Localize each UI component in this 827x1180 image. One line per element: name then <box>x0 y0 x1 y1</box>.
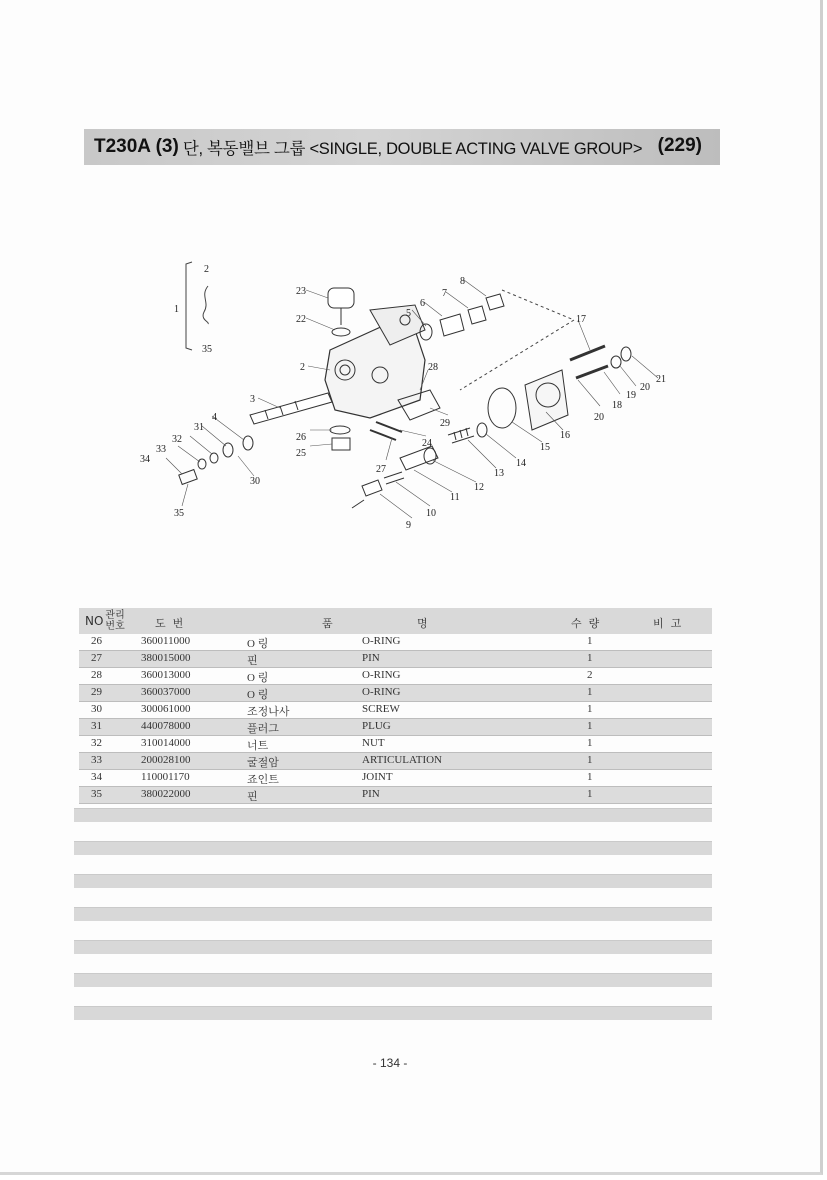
callout-label: 28 <box>428 362 438 373</box>
group-title: 단, 복동밸브 그룹 <SINGLE, DOUBLE ACTING VALVE GROUP> <box>182 140 643 158</box>
callout-label: 2 <box>300 362 305 373</box>
cell-part-no: 380022000 <box>141 788 191 800</box>
cell-name-kor: O 링 <box>247 638 269 650</box>
cell-no: 29 <box>91 686 102 698</box>
cell-no: 35 <box>91 788 102 800</box>
table-row <box>79 770 712 787</box>
cell-name-eng: PLUG <box>362 720 391 732</box>
cell-no: 27 <box>91 652 102 664</box>
header-part-no: 도 번 <box>155 617 184 630</box>
cell-name-eng: SCREW <box>362 703 400 715</box>
cell-no: 33 <box>91 754 102 766</box>
callout-label: 22 <box>296 314 306 325</box>
cell-name-kor: 굴절암 <box>247 757 279 769</box>
cell-part-no: 200028100 <box>141 754 191 766</box>
callout-label: 34 <box>140 454 150 465</box>
cell-part-no: 110001170 <box>141 771 190 783</box>
callout-label: 26 <box>296 432 306 443</box>
callout-label: 32 <box>172 434 182 445</box>
cell-name-kor: 핀 <box>247 655 258 667</box>
empty-row <box>74 1006 712 1020</box>
callout-label: 2 <box>204 264 209 275</box>
empty-row <box>74 973 712 987</box>
header-remarks: 비 고 <box>653 617 682 630</box>
table-row <box>79 753 712 770</box>
exploded-parts-diagram <box>130 250 690 540</box>
callout-label: 17 <box>576 314 586 325</box>
callout-label: 20 <box>640 382 650 393</box>
cell-name-eng: O-RING <box>362 635 401 647</box>
cell-no: 28 <box>91 669 102 681</box>
callout-label: 24 <box>422 438 432 449</box>
cell-part-no: 360013000 <box>141 669 191 681</box>
cell-qty: 1 <box>587 686 593 698</box>
callout-label: 6 <box>420 298 425 309</box>
cell-qty: 1 <box>587 788 593 800</box>
empty-row <box>74 841 712 855</box>
empty-table-rows <box>74 808 712 1039</box>
cell-qty: 1 <box>587 703 593 715</box>
cell-part-no: 310014000 <box>141 737 191 749</box>
header-no: NO <box>85 614 104 628</box>
callout-label: 20 <box>594 412 604 423</box>
callout-label: 19 <box>626 390 636 401</box>
empty-row <box>74 940 712 954</box>
callout-label: 35 <box>174 508 184 519</box>
header-no-cell <box>85 608 125 634</box>
cell-name-kor: O 링 <box>247 672 269 684</box>
cell-name-eng: PIN <box>362 652 380 664</box>
table-row <box>79 736 712 753</box>
empty-row <box>74 874 712 888</box>
header-mgmt-no <box>105 610 124 632</box>
cell-name-kor: 조정나사 <box>247 706 290 718</box>
callout-label: 35 <box>202 344 212 355</box>
table-row <box>79 634 712 651</box>
callout-label: 8 <box>460 276 465 287</box>
callout-label: 11 <box>450 492 460 503</box>
group-page-ref: (229) <box>657 135 702 156</box>
page-number: - 134 - <box>372 1056 408 1070</box>
cell-qty: 1 <box>587 720 593 732</box>
callout-label: 5 <box>406 308 411 319</box>
cell-name-eng: ARTICULATION <box>362 754 442 766</box>
callout-label: 33 <box>156 444 166 455</box>
cell-no: 26 <box>91 635 102 647</box>
callout-label: 9 <box>406 520 411 531</box>
callout-label: 7 <box>442 288 447 299</box>
header-name-right: 명 <box>417 617 428 630</box>
cell-no: 31 <box>91 720 102 732</box>
cell-name-eng: O-RING <box>362 686 401 698</box>
callout-label: 23 <box>296 286 306 297</box>
empty-row <box>74 808 712 822</box>
cell-part-no: 300061000 <box>141 703 191 715</box>
cell-qty: 1 <box>587 652 593 664</box>
table-row <box>79 668 712 685</box>
parts-table <box>79 608 712 804</box>
table-row <box>79 685 712 702</box>
cell-part-no: 360011000 <box>141 635 191 647</box>
table-row <box>79 702 712 719</box>
table-row <box>79 651 712 668</box>
callout-label: 21 <box>656 374 666 385</box>
callout-label: 30 <box>250 476 260 487</box>
table-row <box>79 719 712 736</box>
cell-no: 30 <box>91 703 102 715</box>
callout-label: 31 <box>194 422 204 433</box>
callout-label: 13 <box>494 468 504 479</box>
callout-label: 27 <box>376 464 386 475</box>
cell-qty: 2 <box>587 669 593 681</box>
cell-qty: 1 <box>587 771 593 783</box>
callout-label: 18 <box>612 400 622 411</box>
header-mgmt-top: 관리 <box>105 610 125 621</box>
callout-label: 10 <box>426 508 436 519</box>
callout-label: 1 <box>174 304 179 315</box>
cell-name-eng: NUT <box>362 737 385 749</box>
callout-label: 16 <box>560 430 570 441</box>
callout-label: 12 <box>474 482 484 493</box>
cell-name-kor: 너트 <box>247 740 269 752</box>
cell-name-eng: JOINT <box>362 771 393 783</box>
cell-no: 32 <box>91 737 102 749</box>
table-row <box>79 787 712 804</box>
model-code: T230A (3) <box>94 136 179 157</box>
cell-part-no: 360037000 <box>141 686 191 698</box>
header-qty: 수 량 <box>571 617 600 630</box>
cell-qty: 1 <box>587 754 593 766</box>
callout-label: 14 <box>516 458 526 469</box>
cell-qty: 1 <box>587 737 593 749</box>
callout-label: 4 <box>212 412 217 423</box>
cell-qty: 1 <box>587 635 593 647</box>
table-header <box>79 608 712 634</box>
cell-part-no: 380015000 <box>141 652 191 664</box>
empty-row <box>74 907 712 921</box>
cell-name-kor: 플러그 <box>247 723 279 735</box>
cell-part-no: 440078000 <box>141 720 191 732</box>
callout-label: 15 <box>540 442 550 453</box>
title-bar <box>84 129 720 165</box>
header-name-left: 품 <box>322 617 333 630</box>
callout-label: 29 <box>440 418 450 429</box>
cell-name-kor: 핀 <box>247 791 258 803</box>
cell-no: 34 <box>91 771 102 783</box>
callout-label: 25 <box>296 448 306 459</box>
cell-name-kor: 죠인트 <box>247 774 279 786</box>
cell-name-kor: O 링 <box>247 689 269 701</box>
header-mgmt-bottom: 번호 <box>105 621 125 632</box>
cell-name-eng: O-RING <box>362 669 401 681</box>
callout-label: 3 <box>250 394 255 405</box>
cell-name-eng: PIN <box>362 788 380 800</box>
